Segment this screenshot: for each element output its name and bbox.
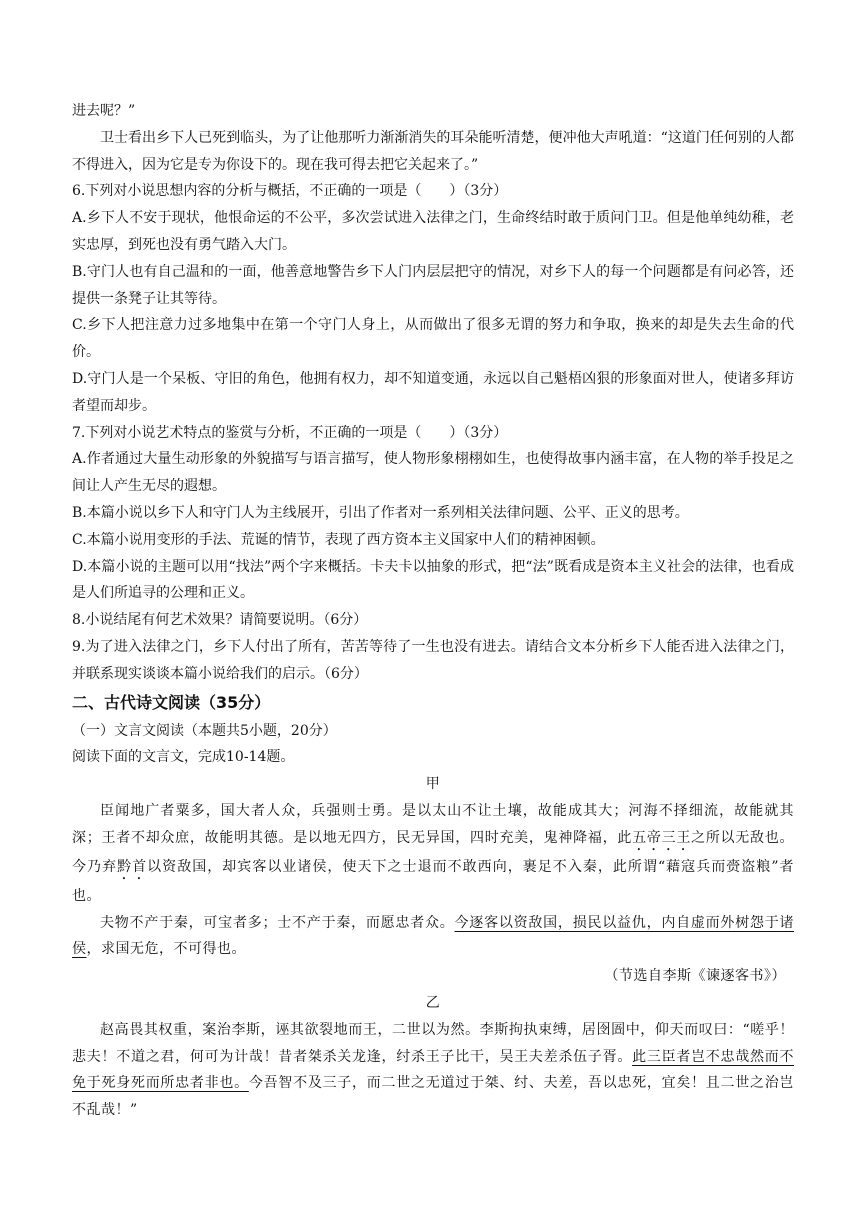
section-subtitle: （一）文言文阅读（本题共5小题，20分） [72, 722, 337, 739]
passage-jia-label: 甲 [425, 776, 441, 793]
question-8: 8.小说结尾有何艺术效果？请简要说明。（6分） [72, 612, 368, 629]
question-6-option-d: D.守门人是一个呆板、守旧的角色，他拥有权力，却不知道变通，永远以自己魁梧凶狠的形象面对世人，使诸多拜访者望而却步。 [72, 370, 794, 414]
question-7-option-a: A.作者通过大量生动形象的外貌描写与语言描写，使人物形象栩栩如生，也使得故事内涵丰富，在人物的举手投足之间让人产生无尽的遐想。 [72, 451, 794, 495]
underlined-sentence: 此三臣者岂不忠哉然而不免于死身死而所忠者非也。 [72, 1048, 795, 1092]
passage-yi-label: 乙 [425, 994, 441, 1011]
passage-text: ，求国无危，不可得也。 [86, 941, 246, 958]
passage-text: 今吾智不及三子，而二世之无道过于桀、纣、夫差，吾以忠死，宜矣！且二世之治岂不乱哉！” [72, 1075, 794, 1119]
question-7-stem: 7.下列对小说艺术特点的鉴赏与分析，不正确的一项是（ ）（3分） [72, 424, 508, 441]
section-instruction: 阅读下面的文言文，完成10-14题。 [72, 749, 295, 766]
question-6-stem: 6.下列对小说思想内容的分析与概括，不正确的一项是（ ）（3分） [72, 183, 508, 200]
passage-text: 赵高畏其权重，案治李斯，诬其欲裂地而王，二世以为然。李斯拘执束缚，居囹圄中，仰天而叹曰：“嗟乎！悲夫！不道之君，何可为计哉！昔者桀杀关龙逢，纣杀王子比干，吴王夫差杀伍子胥。 [72, 1021, 794, 1065]
passage-yi-paragraph-1 [72, 1017, 794, 1124]
question-6-option-a: A.乡下人不安于现状，他恨命运的不公平，多次尝试进入法律之门，生命终结时敢于质问门卫。但是他单纯幼稚，老实忠厚，到死也没有勇气踏入大门。 [72, 210, 794, 253]
passage-text: 之所以无敌也。今乃弃 [72, 829, 795, 875]
passage-text: 臣闻地广者粟多，国大者人众，兵强则士勇。是以太山不让土壤，故能成其大；河海不择细流，故能就其深；王者不却众庶，故能明其德。是以地无四方，民无异国，四时充美，鬼神降福，此 [72, 802, 794, 846]
passage-jia-source: （节选自李斯《谏逐客书》） [604, 968, 786, 985]
question-9: 9.为了进入法律之门，乡下人付出了所有，苦苦等待了一生也没有进去。请结合文本分析乡下人能否进入法律之门，并联系现实谈谈本篇小说给我们的启示。（6分） [72, 638, 794, 682]
question-6-option-b: B.守门人也有自己温和的一面，他善意地警告乡下人门内层层把守的情况，对乡下人的每一个问题都是有问必答，还提供一条凳子让其等待。 [72, 263, 794, 307]
underlined-sentence: 今逐客以资敌国，损民以益仇，内自虚而外树怨于诸侯 [72, 914, 795, 958]
passage-jia-paragraph-1 [72, 798, 794, 910]
passage-jia-paragraph-2 [72, 910, 794, 964]
question-7-option-c: C.本篇小说用变形的手法、荒诞的情节，表现了西方资本主义国家中人们的精神困顿。 [72, 531, 605, 548]
passage-text: 夫物不产于秦，可宝者多；士不产于秦，而愿忠者众。 [100, 914, 455, 931]
question-7-option-b: B.本篇小说以乡下人和守门人为主线展开，引出了作者对一系列相关法律问题、公平、正义的思考。 [72, 504, 689, 521]
section-title: 二、古代诗文阅读（35分） [72, 692, 271, 712]
question-6-option-c: C.乡下人把注意力过多地集中在第一个守门人身上，从而做出了很多无谓的努力和争取，换来的却是失去生命的代价。 [72, 317, 794, 361]
story-line-0: 进去呢？” [72, 103, 136, 119]
passage-text: 以资敌国，却宾客以业诸侯，使天下之士退而不敢西向，裹足不入秦，此所谓“藉寇兵而赍盗粮”者也。 [72, 858, 795, 904]
dotted-term: 黔首 [117, 858, 148, 875]
story-paragraph: 卫士看出乡下人已死到临头，为了让他那听力渐渐消失的耳朵能听清楚，便冲他大声吼道：“这道门任何别的人都不得进入，因为它是专为你设下的。现在我可得去把它关起来了。” [72, 129, 794, 173]
question-7-option-d: D.本篇小说的主题可以用“找法”两个字来概括。卡夫卡以抽象的形式，把“法”既看成是资本主义社会的法律，也看成是人们所追寻的公理和正义。 [72, 558, 794, 602]
dotted-term: 五帝三王 [632, 829, 692, 846]
